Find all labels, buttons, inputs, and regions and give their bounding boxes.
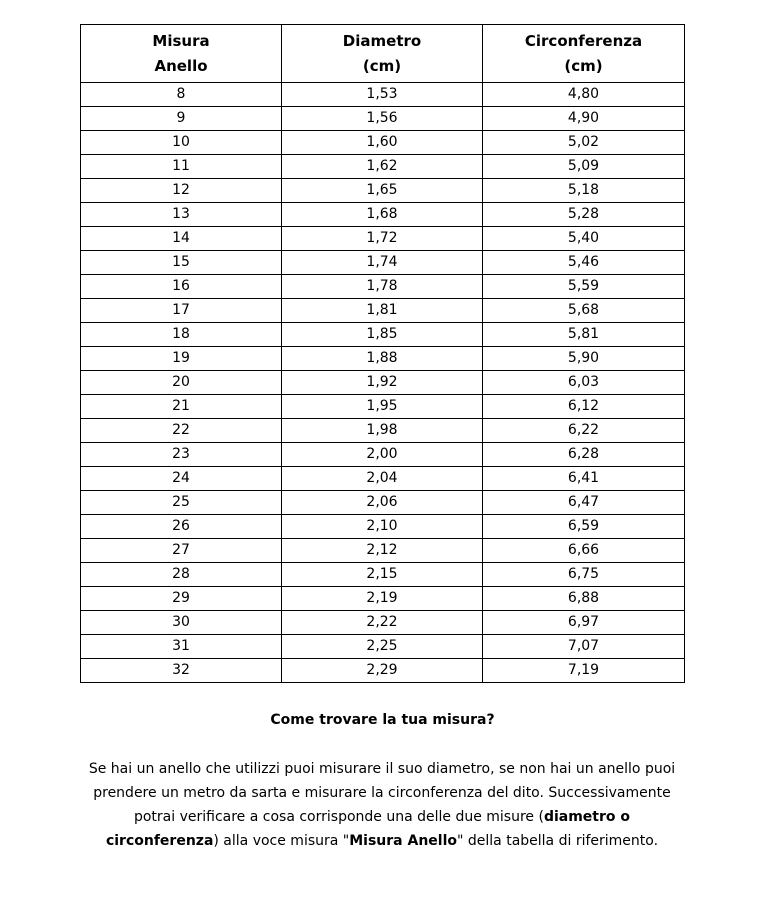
cell-diameter: 1,56 xyxy=(282,107,483,131)
table-row xyxy=(81,347,685,371)
cell-circumference: 5,90 xyxy=(483,347,685,371)
cell-ring-size: 29 xyxy=(81,587,282,611)
cell-diameter: 1,85 xyxy=(282,323,483,347)
table-row xyxy=(81,587,685,611)
cell-diameter: 2,29 xyxy=(282,659,483,683)
cell-ring-size: 10 xyxy=(81,131,282,155)
cell-ring-size: 13 xyxy=(81,203,282,227)
guide-bold-ring-size: Misura Anello xyxy=(349,833,458,849)
table-row xyxy=(81,179,685,203)
cell-circumference: 4,90 xyxy=(483,107,685,131)
cell-ring-size: 24 xyxy=(81,467,282,491)
cell-circumference: 5,09 xyxy=(483,155,685,179)
cell-ring-size: 16 xyxy=(81,275,282,299)
cell-diameter: 1,88 xyxy=(282,347,483,371)
cell-diameter: 1,62 xyxy=(282,155,483,179)
cell-circumference: 7,07 xyxy=(483,635,685,659)
cell-diameter: 2,22 xyxy=(282,611,483,635)
cell-diameter: 2,19 xyxy=(282,587,483,611)
table-row xyxy=(81,251,685,275)
cell-circumference: 5,68 xyxy=(483,299,685,323)
cell-diameter: 1,78 xyxy=(282,275,483,299)
cell-ring-size: 32 xyxy=(81,659,282,683)
table-header-row xyxy=(81,25,685,83)
table-row xyxy=(81,491,685,515)
cell-circumference: 6,97 xyxy=(483,611,685,635)
header-ring-size-line-1: Misura xyxy=(152,31,210,50)
cell-ring-size: 26 xyxy=(81,515,282,539)
cell-diameter: 2,04 xyxy=(282,467,483,491)
table-row xyxy=(81,659,685,683)
table-row xyxy=(81,515,685,539)
header-diameter xyxy=(282,25,483,83)
cell-diameter: 2,15 xyxy=(282,563,483,587)
table-row xyxy=(81,275,685,299)
cell-circumference: 5,40 xyxy=(483,227,685,251)
guide-text-2: ) alla voce misura " xyxy=(213,833,350,849)
cell-circumference: 5,18 xyxy=(483,179,685,203)
guide-text-3: " della tabella di riferimento. xyxy=(457,833,659,849)
header-diameter-line-2: (cm) xyxy=(362,56,402,75)
guide-text-1: Se hai un anello che utilizzi puoi misurare il suo diametro, se non hai un anello puoi prendere un metro da sarta e misurare la circonferenza del dito. Successivamente potrai verificare a cosa corrisponde una delle due misure ( xyxy=(88,761,676,825)
cell-circumference: 5,59 xyxy=(483,275,685,299)
cell-circumference: 6,47 xyxy=(483,491,685,515)
table-row xyxy=(81,443,685,467)
guide-title: Come trovare la tua misura? xyxy=(270,712,495,728)
cell-diameter: 2,06 xyxy=(282,491,483,515)
cell-ring-size: 14 xyxy=(81,227,282,251)
table-body xyxy=(81,83,685,683)
table-row xyxy=(81,467,685,491)
table-row xyxy=(81,635,685,659)
cell-diameter: 1,95 xyxy=(282,395,483,419)
cell-ring-size: 11 xyxy=(81,155,282,179)
cell-circumference: 6,22 xyxy=(483,419,685,443)
table-row xyxy=(81,131,685,155)
cell-diameter: 2,12 xyxy=(282,539,483,563)
cell-ring-size: 17 xyxy=(81,299,282,323)
cell-ring-size: 28 xyxy=(81,563,282,587)
cell-diameter: 1,98 xyxy=(282,419,483,443)
table-row xyxy=(81,323,685,347)
cell-circumference: 6,41 xyxy=(483,467,685,491)
cell-ring-size: 8 xyxy=(81,83,282,107)
cell-diameter: 1,92 xyxy=(282,371,483,395)
cell-diameter: 2,25 xyxy=(282,635,483,659)
table-row xyxy=(81,611,685,635)
cell-ring-size: 20 xyxy=(81,371,282,395)
cell-ring-size: 25 xyxy=(81,491,282,515)
cell-diameter: 2,00 xyxy=(282,443,483,467)
cell-diameter: 2,10 xyxy=(282,515,483,539)
header-circumference xyxy=(483,25,685,83)
cell-circumference: 5,02 xyxy=(483,131,685,155)
table-row xyxy=(81,563,685,587)
cell-circumference: 6,75 xyxy=(483,563,685,587)
cell-circumference: 7,19 xyxy=(483,659,685,683)
table-row xyxy=(81,203,685,227)
cell-circumference: 6,66 xyxy=(483,539,685,563)
cell-diameter: 1,81 xyxy=(282,299,483,323)
cell-diameter: 1,60 xyxy=(282,131,483,155)
cell-ring-size: 22 xyxy=(81,419,282,443)
cell-ring-size: 19 xyxy=(81,347,282,371)
cell-circumference: 6,88 xyxy=(483,587,685,611)
cell-ring-size: 18 xyxy=(81,323,282,347)
cell-circumference: 6,28 xyxy=(483,443,685,467)
table-row xyxy=(81,227,685,251)
table-row xyxy=(81,107,685,131)
cell-diameter: 1,65 xyxy=(282,179,483,203)
cell-ring-size: 21 xyxy=(81,395,282,419)
cell-diameter: 1,53 xyxy=(282,83,483,107)
cell-ring-size: 12 xyxy=(81,179,282,203)
cell-diameter: 1,72 xyxy=(282,227,483,251)
table-row xyxy=(81,419,685,443)
guide-bold-diameter-or-circumference: diametro o circonferenza xyxy=(105,809,631,849)
cell-ring-size: 27 xyxy=(81,539,282,563)
cell-circumference: 4,80 xyxy=(483,83,685,107)
cell-ring-size: 30 xyxy=(81,611,282,635)
header-ring-size xyxy=(81,25,282,83)
cell-circumference: 6,03 xyxy=(483,371,685,395)
cell-ring-size: 15 xyxy=(81,251,282,275)
cell-ring-size: 31 xyxy=(81,635,282,659)
table-row xyxy=(81,371,685,395)
header-diameter-line-1: Diametro xyxy=(342,31,422,50)
cell-circumference: 6,12 xyxy=(483,395,685,419)
cell-circumference: 5,28 xyxy=(483,203,685,227)
table-row xyxy=(81,155,685,179)
guide-instructions xyxy=(82,757,682,853)
cell-circumference: 5,81 xyxy=(483,323,685,347)
cell-circumference: 6,59 xyxy=(483,515,685,539)
cell-diameter: 1,74 xyxy=(282,251,483,275)
table-row xyxy=(81,299,685,323)
ring-size-table xyxy=(80,24,685,683)
table-row xyxy=(81,83,685,107)
header-circumference-line-2: (cm) xyxy=(564,56,603,75)
cell-diameter: 1,68 xyxy=(282,203,483,227)
header-circumference-line-1: Circonferenza xyxy=(524,31,643,50)
cell-ring-size: 9 xyxy=(81,107,282,131)
table-row xyxy=(81,539,685,563)
cell-ring-size: 23 xyxy=(81,443,282,467)
table-row xyxy=(81,395,685,419)
header-ring-size-line-2: Anello xyxy=(154,56,208,75)
cell-circumference: 5,46 xyxy=(483,251,685,275)
